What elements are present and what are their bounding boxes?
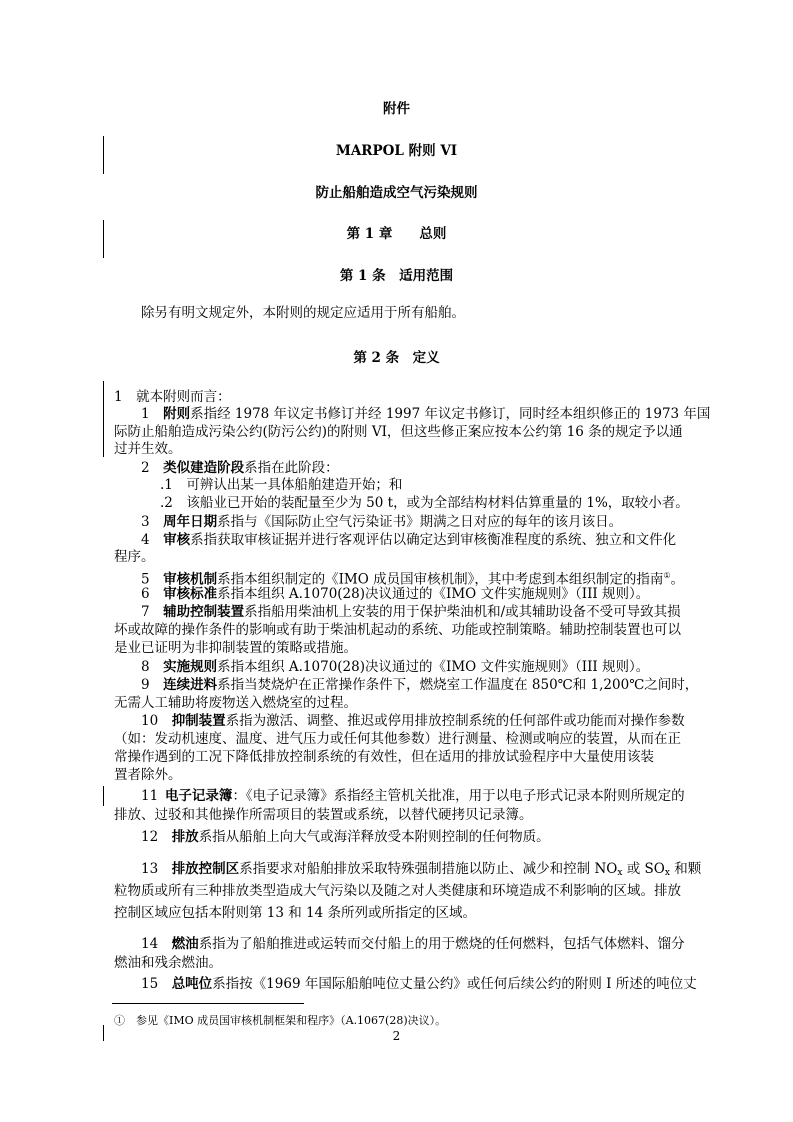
definition-line: 控制区域应包括本附则第 13 和 14 条所列或所指定的区域。: [114, 905, 477, 921]
definition-item: 12 排放系指从船舶上向大气或海洋释放受本附则控制的任何物质。: [141, 829, 550, 845]
definition-line: 无需人工辅助将废物送入燃烧室的过程。: [114, 695, 357, 711]
definition-item: 7 辅助控制装置系指船用柴油机上安装的用于保护柴油机和/或其辅助设备不受可导致其损: [141, 604, 681, 620]
definition-line: 过并生效。: [114, 441, 182, 457]
annex-heading: 附件: [383, 101, 410, 117]
definitions-intro: 1 就本附则而言：: [114, 389, 231, 405]
revision-bar: [103, 381, 104, 457]
definition-line: 程序。: [114, 549, 155, 565]
definition-item: 6 审核标准系指本组织 A.1070(28)决议通过的《IMO 文件实施规则》（III 规则）。: [141, 586, 650, 602]
definition-item: 8 实施规则系指本组织 A.1070(28)决议通过的《IMO 文件实施规则》（III 规则）。: [141, 659, 650, 675]
marpol-heading: MARPOL 附则 VI: [335, 143, 458, 159]
footnote-marker[interactable]: ①: [663, 571, 671, 580]
definition-item: 13 排放控制区系指要求对船舶排放采取特殊强制措施以防止、减少和控制 $NO_x$ 或 $SO_x$ 和颗: [141, 861, 702, 878]
definition-line: 是业已证明为非抑制装置的策略或措施。: [114, 640, 357, 656]
definition-item: 9 连续进料系指当焚烧炉在正常操作条件下，燃烧室工作温度在 850℃和 1,200℃之间时，: [141, 677, 699, 693]
chapter-heading: 第 1 章 总则: [346, 226, 447, 242]
definition-item: 3 周年日期系指与《国际防止空气污染证书》期满之日对应的每年的该月该日。: [141, 514, 623, 530]
definition-item: 1 附则系指经 1978 年议定书修订并经 1997 年议定书修订，同时经本组织修正的 1973 年国: [141, 406, 711, 422]
definition-item: 15 总吨位系指按《1969 年国际船舶吨位丈量公约》或任何后续公约的附则 I 所述的吨位丈: [141, 976, 697, 992]
regulation-1-text: 除另有明文规定外，本附则的规定应适用于所有船舶。: [141, 305, 465, 321]
definition-line: 粒物质或所有三种排放类型造成大气污染以及随之对人类健康和环境造成不利影响的区域。排放: [114, 883, 681, 899]
definition-line: 常操作遇到的工况下降低排放控制系统的有效性，但在适用的排放试验程序中大量使用该装: [114, 749, 654, 765]
definition-subitem: .1 可辨认出某一具体船舶建造开始；和: [160, 477, 403, 493]
page-number: 2: [392, 1029, 401, 1043]
definition-item: 4 审核系指获取审核证据并进行客观评估以确定达到审核衡准程度的系统、独立和文件化: [141, 532, 677, 548]
definition-line: 置者除外。: [114, 767, 182, 783]
definition-item: 11 电子记录簿：《电子记录簿》系指经主管机关批准，用于以电子形式记录本附则所规定的: [141, 788, 685, 804]
definition-item: 10 抑制装置系指为激活、调整、推迟或停用排放控制系统的任何部件或功能而对操作参数: [141, 713, 685, 729]
revision-bar: [103, 786, 104, 806]
definition-line: 排放、过驳和其他操作所需项目的装置或系统，以替代硬拷贝记录簿。: [114, 807, 533, 823]
definition-subitem: .2 该船业已开始的装配量至少为 50 t，或为全部结构材料估算重量的 1%，取较小者。: [160, 495, 689, 511]
definition-line: 坏或故障的操作条件的影响或有助于柴油机起动的系统、功能或控制策略。辅助控制装置也可以: [114, 622, 681, 638]
document-title: 防止船舶造成空气污染规则: [315, 185, 478, 201]
definition-item: 2 类似建造阶段系指在此阶段：: [141, 460, 339, 476]
definition-item: 14 燃油系指为了船舶推进或运转而交付船上的用于燃烧的任何燃料，包括气体燃料、馏分: [141, 936, 685, 952]
footnote-separator: [112, 1003, 304, 1004]
definition-line: 燃油和残余燃油。: [114, 955, 222, 971]
definition-line: 际防止船舶造成污染公约(防污公约)的附则 VI，但这些修正案应按本公约第 16 条的规定予以通: [114, 424, 683, 440]
definition-line: （如：发动机速度、温度、进气压力或任何其他参数）进行测量、检测或响应的装置，从而在正: [114, 731, 681, 747]
footnote: ① 参见《IMO 成员国审核机制框架和程序》（A.1067(28)决议）。: [114, 1014, 447, 1027]
regulation-2-heading: 第 2 条 定义: [353, 350, 440, 366]
definition-item: 5 审核机制系指本组织制定的《IMO 成员国审核机制》，其中考虑到本组织制定的指南①。: [141, 571, 685, 588]
regulation-1-heading: 第 1 条 适用范围: [339, 268, 454, 284]
